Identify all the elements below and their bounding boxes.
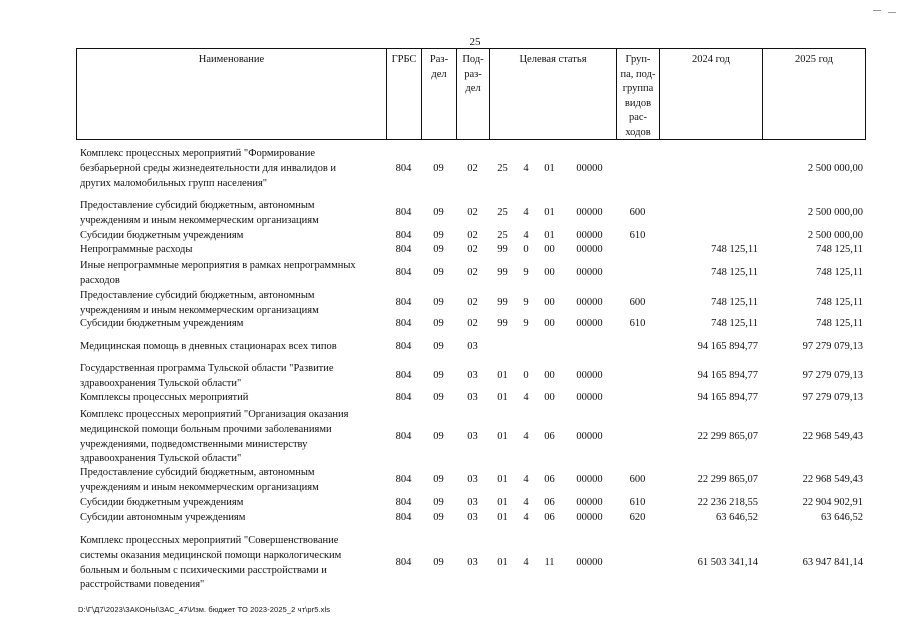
cell-vr: 610 [629, 230, 646, 241]
cell-rz: 09 [433, 244, 444, 255]
row-name-line: учреждениям и иным некоммерческим организациям [80, 481, 319, 493]
cell-v2025: 748 125,11 [816, 297, 863, 309]
cell-rz: 09 [433, 431, 444, 443]
cell-pr: 02 [467, 244, 478, 255]
cell-pr: 02 [467, 267, 478, 279]
cell-grbs: 804 [395, 244, 412, 255]
cell-pr: 03 [467, 497, 478, 508]
cell-pr: 03 [467, 474, 478, 486]
table-row [76, 317, 866, 332]
row-name [80, 317, 380, 332]
cell-t2: 0 [523, 244, 529, 255]
cell-pr: 02 [467, 162, 478, 174]
cell-grbs: 804 [395, 370, 412, 382]
header-podrazdel [456, 49, 489, 139]
cell-v2024: 748 125,11 [711, 318, 758, 329]
cell-v2024: 61 503 341,14 [697, 557, 758, 569]
table-header [76, 49, 866, 140]
cell-v2024: 748 125,11 [711, 297, 758, 309]
cell-vr: 600 [629, 474, 646, 486]
cell-t2: 4 [523, 207, 529, 219]
cell-v2025: 2 500 000,00 [807, 162, 863, 174]
cell-t4: 00000 [576, 370, 603, 382]
cell-rz: 09 [433, 474, 444, 486]
cell-grbs: 804 [395, 207, 412, 219]
cell-t1: 01 [497, 370, 508, 382]
cell-pr: 02 [467, 230, 478, 241]
cell-vr: 610 [629, 497, 646, 508]
row-name-line: Непрограммные расходы [80, 244, 193, 255]
row-name-line: других маломобильных групп населения" [80, 177, 268, 189]
header-razdel [421, 49, 456, 139]
cell-grbs: 804 [395, 267, 412, 279]
row-name-line: здравоохранения Тульской области" [80, 377, 242, 389]
cell-t1: 99 [497, 297, 508, 309]
row-name [80, 259, 380, 289]
scan-mark [888, 12, 896, 13]
cell-pr: 02 [467, 297, 478, 309]
cell-pr: 03 [467, 341, 478, 352]
cell-t1: 01 [497, 392, 508, 403]
cell-v2025: 2 500 000,00 [807, 230, 863, 241]
header-name-label: Наименование [198, 54, 265, 65]
cell-grbs: 804 [395, 474, 412, 486]
table-row [76, 362, 866, 392]
cell-rz: 09 [433, 557, 444, 569]
row-name-line: Иные непрограммные мероприятия в рамках непрограммных [80, 260, 356, 271]
header-podrazdel-line: раз- [464, 68, 482, 80]
cell-t1: 01 [497, 474, 508, 486]
row-name-line: системы оказания медицинской помощи наркологическим [80, 549, 342, 561]
header-name [76, 49, 386, 139]
table-row [76, 408, 866, 467]
row-name-line: Комплексы процессных мероприятий [80, 392, 249, 403]
cell-pr: 03 [467, 512, 478, 523]
row-name-line: здравоохранения Тульской области" [80, 453, 242, 465]
header-podrazdel-line: дел [465, 83, 481, 94]
cell-t3: 01 [544, 230, 555, 241]
row-name-line: Комплекс процессных мероприятий "Формирование [80, 148, 315, 159]
cell-t2: 9 [523, 267, 529, 279]
row-name [80, 340, 380, 355]
cell-v2025: 97 279 079,13 [802, 370, 863, 382]
header-razdel-line: дел [431, 68, 447, 80]
table-row [76, 511, 866, 526]
cell-vr: 600 [629, 297, 646, 309]
cell-rz: 09 [433, 370, 444, 382]
cell-v2025: 2 500 000,00 [807, 207, 863, 219]
cell-t4: 00000 [576, 297, 603, 309]
cell-rz: 09 [433, 341, 444, 352]
cell-grbs: 804 [395, 162, 412, 174]
cell-t3: 11 [544, 557, 555, 569]
row-name [80, 466, 380, 496]
cell-v2025: 97 279 079,13 [802, 341, 863, 352]
cell-t2: 4 [523, 497, 529, 508]
cell-t3: 01 [544, 162, 555, 174]
cell-t2: 0 [523, 370, 529, 382]
row-name-line: Субсидии бюджетным учреждениям [80, 318, 244, 329]
cell-t3: 00 [544, 370, 555, 382]
row-name-line: Государственная программа Тульской области "Развитие [80, 363, 334, 374]
row-name-line: учреждениям и иным некоммерческим организациям [80, 214, 319, 226]
cell-v2025: 97 279 079,13 [802, 392, 863, 403]
cell-v2025: 22 904 902,91 [802, 497, 863, 508]
cell-t3: 06 [544, 431, 555, 443]
cell-t1: 99 [497, 244, 508, 255]
cell-t2: 4 [523, 230, 529, 241]
cell-t3: 00 [544, 392, 555, 403]
header-2024 [659, 49, 762, 139]
cell-t3: 00 [544, 244, 555, 255]
header-2025-label: 2025 год [795, 54, 833, 65]
row-name [80, 229, 380, 244]
header-group-line: группа [622, 83, 654, 94]
row-name-line: Субсидии бюджетным учреждениям [80, 230, 244, 241]
cell-vr: 600 [629, 207, 646, 219]
row-name-line: учреждениями, подведомственными министерству [80, 438, 308, 450]
table-row [76, 243, 866, 258]
cell-rz: 09 [433, 267, 444, 279]
row-name [80, 362, 380, 392]
cell-t4: 00000 [576, 557, 603, 569]
cell-rz: 09 [433, 207, 444, 219]
cell-v2025: 748 125,11 [816, 244, 863, 255]
row-name [80, 511, 380, 526]
header-target-label: Целевая статья [519, 54, 587, 65]
cell-t4: 00000 [576, 474, 603, 486]
cell-t3: 06 [544, 497, 555, 508]
cell-t3: 06 [544, 474, 555, 486]
cell-v2024: 63 646,52 [716, 512, 758, 523]
cell-t2: 4 [523, 431, 529, 443]
cell-grbs: 804 [395, 230, 412, 241]
row-name-line: Субсидии бюджетным учреждениям [80, 497, 244, 508]
cell-t2: 9 [523, 318, 529, 329]
cell-pr: 02 [467, 207, 478, 219]
row-name-line: Комплекс процессных мероприятий "Организация оказания [80, 409, 349, 420]
cell-grbs: 804 [395, 297, 412, 309]
cell-t2: 4 [523, 557, 529, 569]
header-2024-label: 2024 год [692, 54, 730, 65]
cell-grbs: 804 [395, 392, 412, 403]
row-name-line: Предоставление субсидий бюджетным, автономным [80, 290, 315, 301]
header-podrazdel-line: Под- [462, 54, 484, 65]
row-name-line: Субсидии автономным учреждениям [80, 512, 246, 523]
cell-t1: 25 [497, 162, 508, 174]
cell-t1: 01 [497, 431, 508, 443]
cell-t3: 00 [544, 267, 555, 279]
cell-v2024: 22 299 865,07 [697, 431, 758, 443]
row-name [80, 199, 380, 229]
row-name-line: учреждениям и иным некоммерческим организациям [80, 304, 319, 316]
table-row [76, 496, 866, 511]
table-row [76, 391, 866, 406]
row-name [80, 496, 380, 511]
cell-grbs: 804 [395, 497, 412, 508]
cell-t4: 00000 [576, 244, 603, 255]
cell-pr: 03 [467, 557, 478, 569]
row-name-line: безбарьерной среды жизнедеятельности для инвалидов и [80, 162, 337, 174]
row-name-line: расстройствами поведения" [80, 579, 205, 591]
cell-t1: 99 [497, 267, 508, 279]
cell-t2: 4 [523, 392, 529, 403]
cell-vr: 610 [629, 318, 646, 329]
cell-rz: 09 [433, 162, 444, 174]
cell-rz: 09 [433, 318, 444, 329]
cell-grbs: 804 [395, 557, 412, 569]
cell-v2025: 63 646,52 [821, 512, 863, 523]
cell-grbs: 804 [395, 341, 412, 352]
cell-t4: 00000 [576, 512, 603, 523]
table-row [76, 147, 866, 191]
page-number: 25 [469, 36, 481, 48]
cell-t2: 4 [523, 512, 529, 523]
row-name-line: Медицинская помощь в дневных стационарах всех типов [80, 341, 337, 352]
cell-rz: 09 [433, 297, 444, 309]
cell-rz: 09 [433, 392, 444, 403]
cell-t3: 00 [544, 297, 555, 309]
cell-pr: 03 [467, 370, 478, 382]
cell-grbs: 804 [395, 431, 412, 443]
header-group-line: Груп- [625, 54, 651, 65]
cell-t1: 99 [497, 318, 508, 329]
cell-t3: 06 [544, 512, 555, 523]
cell-t2: 4 [523, 162, 529, 174]
header-razdel-line: Раз- [429, 54, 449, 65]
cell-v2024: 748 125,11 [711, 244, 758, 255]
cell-t1: 01 [497, 497, 508, 508]
cell-grbs: 804 [395, 512, 412, 523]
cell-v2025: 748 125,11 [816, 318, 863, 329]
cell-rz: 09 [433, 230, 444, 241]
row-name-line: медицинской помощи больным прочими заболеваниями [80, 423, 332, 435]
cell-v2024: 22 236 218,55 [697, 497, 758, 508]
scan-mark [873, 10, 881, 11]
table-row [76, 229, 866, 244]
cell-t4: 00000 [576, 162, 603, 174]
cell-t4: 00000 [576, 267, 603, 279]
table-row [76, 289, 866, 319]
table-row [76, 534, 866, 593]
cell-pr: 03 [467, 392, 478, 403]
cell-v2024: 94 165 894,77 [697, 370, 758, 382]
header-target [489, 49, 616, 139]
cell-t4: 00000 [576, 207, 603, 219]
cell-v2025: 63 947 841,14 [802, 557, 863, 569]
table-row [76, 466, 866, 496]
cell-v2025: 748 125,11 [816, 267, 863, 279]
table-row [76, 340, 866, 355]
cell-t4: 00000 [576, 392, 603, 403]
cell-t4: 00000 [576, 497, 603, 508]
cell-t2: 9 [523, 297, 529, 309]
cell-vr: 620 [629, 512, 646, 523]
cell-t1: 01 [497, 512, 508, 523]
header-grbs [386, 49, 421, 139]
row-name [80, 391, 380, 406]
cell-t1: 25 [497, 230, 508, 241]
cell-v2024: 748 125,11 [711, 267, 758, 279]
row-name-line: Предоставление субсидий бюджетным, автономным [80, 467, 315, 478]
header-2025 [762, 49, 866, 139]
cell-v2025: 22 968 549,43 [802, 431, 863, 443]
cell-pr: 02 [467, 318, 478, 329]
row-name-line: Комплекс процессных мероприятий "Совершенствование [80, 535, 339, 546]
row-name [80, 147, 380, 191]
cell-t4: 00000 [576, 318, 603, 329]
table-row [76, 259, 866, 289]
row-name [80, 289, 380, 319]
cell-rz: 09 [433, 497, 444, 508]
row-name [80, 243, 380, 258]
header-group-line: ходов [625, 126, 651, 138]
header-group [616, 49, 659, 139]
cell-t1: 01 [497, 557, 508, 569]
cell-t3: 00 [544, 318, 555, 329]
table-row [76, 199, 866, 229]
cell-v2024: 94 165 894,77 [697, 392, 758, 403]
cell-t4: 00000 [576, 431, 603, 443]
cell-v2024: 22 299 865,07 [697, 474, 758, 486]
header-group-line: па, под- [620, 68, 656, 80]
file-path-footer: D:\Г\Д7\2023\ЗАКОНЫ\ЗАС_47\Изм. бюджет ТО 2023-2025_2 чт\pr5.xls [78, 605, 331, 614]
cell-t2: 4 [523, 474, 529, 486]
header-group-line: видов [624, 97, 652, 109]
cell-t3: 01 [544, 207, 555, 219]
row-name-line: Предоставление субсидий бюджетным, автономным [80, 200, 315, 211]
row-name-line: больным и больным с психическими расстройствами и [80, 564, 327, 576]
row-name [80, 534, 380, 593]
cell-t1: 25 [497, 207, 508, 219]
cell-grbs: 804 [395, 318, 412, 329]
cell-v2024: 94 165 894,77 [697, 341, 758, 352]
header-grbs-label: ГРБС [391, 54, 417, 65]
cell-t4: 00000 [576, 230, 603, 241]
cell-rz: 09 [433, 512, 444, 523]
row-name [80, 408, 380, 467]
cell-pr: 03 [467, 431, 478, 443]
row-name-line: расходов [80, 274, 120, 286]
header-group-line: рас- [628, 112, 648, 123]
cell-v2025: 22 968 549,43 [802, 474, 863, 486]
